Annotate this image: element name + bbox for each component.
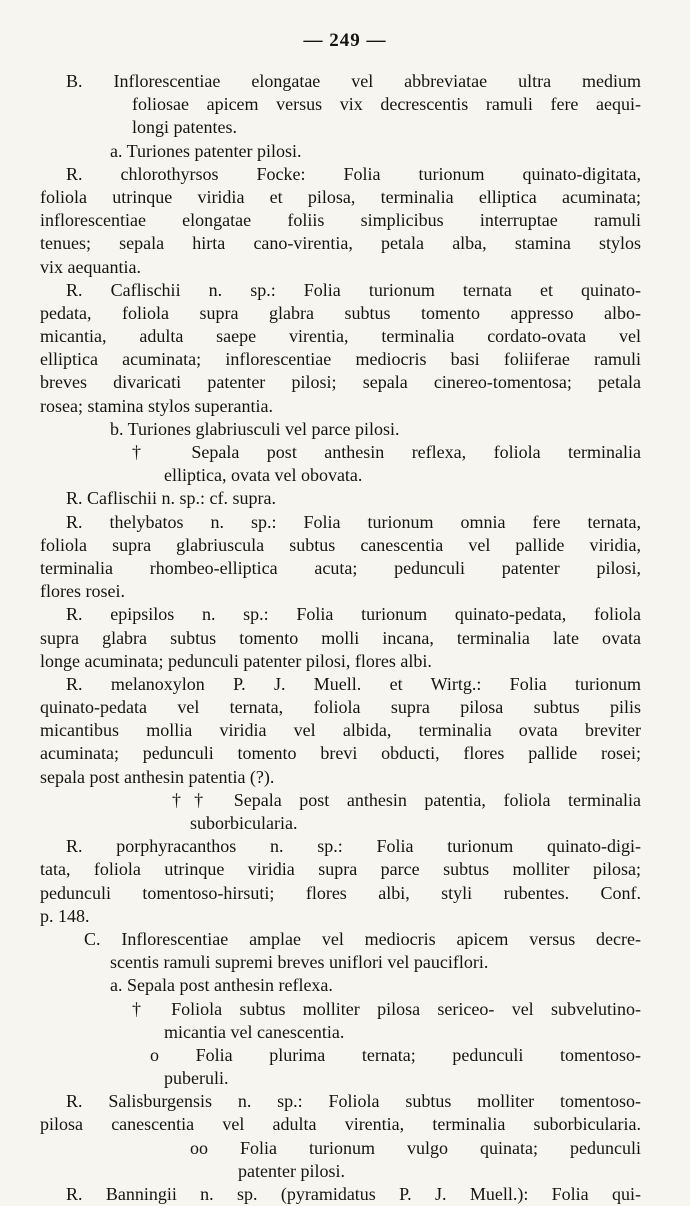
text-line: R. melanoxylon P. J. Muell. et Wirtg.: Folia turionum <box>66 673 641 694</box>
text-line: a. Sepala post anthesin reflexa. <box>110 975 333 996</box>
text-line: supra glabra subtus tomento molli incana, terminalia late ovata <box>40 627 641 648</box>
body-text <box>40 70 641 1206</box>
text-line: b. Turiones glabriusculi vel parce pilosi. <box>110 418 400 439</box>
text-line: p. 148. <box>40 905 90 926</box>
page-number: — 249 — <box>303 30 387 51</box>
text-line: foliosae apicem versus vix decrescentis ramuli fere aequi- <box>132 94 641 115</box>
text-line: C. Inflorescentiae amplae vel mediocris apicem versus decre- <box>84 928 641 949</box>
text-line: patenter pilosi. <box>238 1160 345 1181</box>
text-line: quinato-pedata vel ternata, foliola supra pilosa subtus pilis <box>40 697 641 718</box>
text-line: R. Caflischii n. sp.: Folia turionum ternata et quinato- <box>66 279 641 300</box>
text-line: terminalia rhombeo-elliptica acuta; pedunculi patenter pilosi, <box>40 557 641 578</box>
text-line: a. Turiones patenter pilosi. <box>110 140 302 161</box>
text-line: tenues; sepala hirta cano-virentia, petala alba, stamina stylos <box>40 233 641 254</box>
text-line: inflorescentiae elongatae foliis simplicibus interruptae ramuli <box>40 210 641 231</box>
text-line: micantibus mollia viridia vel albida, terminalia ovata breviter <box>40 720 641 741</box>
text-line: vix aequantia. <box>40 256 141 277</box>
text-line: acuminata; pedunculi tomento brevi obducti, flores pallide rosei; <box>40 743 641 764</box>
text-line: pedata, foliola supra glabra subtus tomento appresso albo- <box>40 302 641 323</box>
text-line: breves divaricati patenter pilosi; sepala cinereo-tomentosa; petala <box>40 372 641 393</box>
text-line: R. Salisburgensis n. sp.: Foliola subtus molliter tomentoso- <box>66 1091 641 1112</box>
text-line: micantia, adulta saepe virentia, terminalia cordato-ovata vel <box>40 326 641 347</box>
text-line: R. chlorothyrsos Focke: Folia turionum quinato-digitata, <box>66 163 641 184</box>
text-line: foliola utrinque viridia et pilosa, terminalia elliptica acuminata; <box>40 186 641 207</box>
text-line: oo Folia turionum vulgo quinata; pedunculi <box>190 1137 641 1158</box>
text-line: scentis ramuli supremi breves uniflori vel pauciflori. <box>110 952 489 973</box>
text-line: puberuli. <box>164 1068 229 1089</box>
text-line: pedunculi tomentoso-hirsuti; flores albi, styli rubentes. Conf. <box>40 882 641 903</box>
text-line: elliptica acuminata; inflorescentiae mediocris basi foliiferae ramuli <box>40 349 641 370</box>
text-line: R. Banningii n. sp. (pyramidatus P. J. Muell.): Folia qui- <box>66 1184 641 1204</box>
text-line: foliola supra glabriuscula subtus canescentia vel pallide viridia, <box>40 534 641 555</box>
text-line: o Folia plurima ternata; pedunculi tomentoso- <box>150 1044 641 1065</box>
text-line: longe acuminata; pedunculi patenter pilosi, flores albi. <box>40 650 432 671</box>
text-line: R. Caflischii n. sp.: cf. supra. <box>66 488 276 509</box>
text-line: longi patentes. <box>132 117 237 138</box>
text-line: suborbicularia. <box>190 813 298 833</box>
text-line: R. thelybatos n. sp.: Folia turionum omnia fere ternata, <box>66 511 641 532</box>
text-line: sepala post anthesin patentia (?). <box>40 766 275 787</box>
text-line: micantia vel canescentia. <box>164 1021 345 1042</box>
text-line: †† Sepala post anthesin patentia, foliola terminalia <box>172 789 641 810</box>
text-line: R. epipsilos n. sp.: Folia turionum quinato-pedata, foliola <box>66 604 641 625</box>
text-line: B. Inflorescentiae elongatae vel abbreviatae ultra medium <box>66 71 641 91</box>
text-line: † Foliola subtus molliter pilosa sericeo- vel subvelutino- <box>132 998 641 1019</box>
text-line: tata, foliola utrinque viridia supra parce subtus molliter pilosa; <box>40 859 641 880</box>
text-line: elliptica, ovata vel obovata. <box>164 465 363 486</box>
text-line: rosea; stamina stylos superantia. <box>40 395 273 416</box>
text-line: flores rosei. <box>40 581 125 602</box>
text-line: R. porphyracanthos n. sp.: Folia turionum quinato-digi- <box>66 836 641 857</box>
text-line: pilosa canescentia vel adulta virentia, terminalia suborbicularia. <box>40 1114 641 1135</box>
text-line: † Sepala post anthesin reflexa, foliola terminalia <box>132 442 641 462</box>
